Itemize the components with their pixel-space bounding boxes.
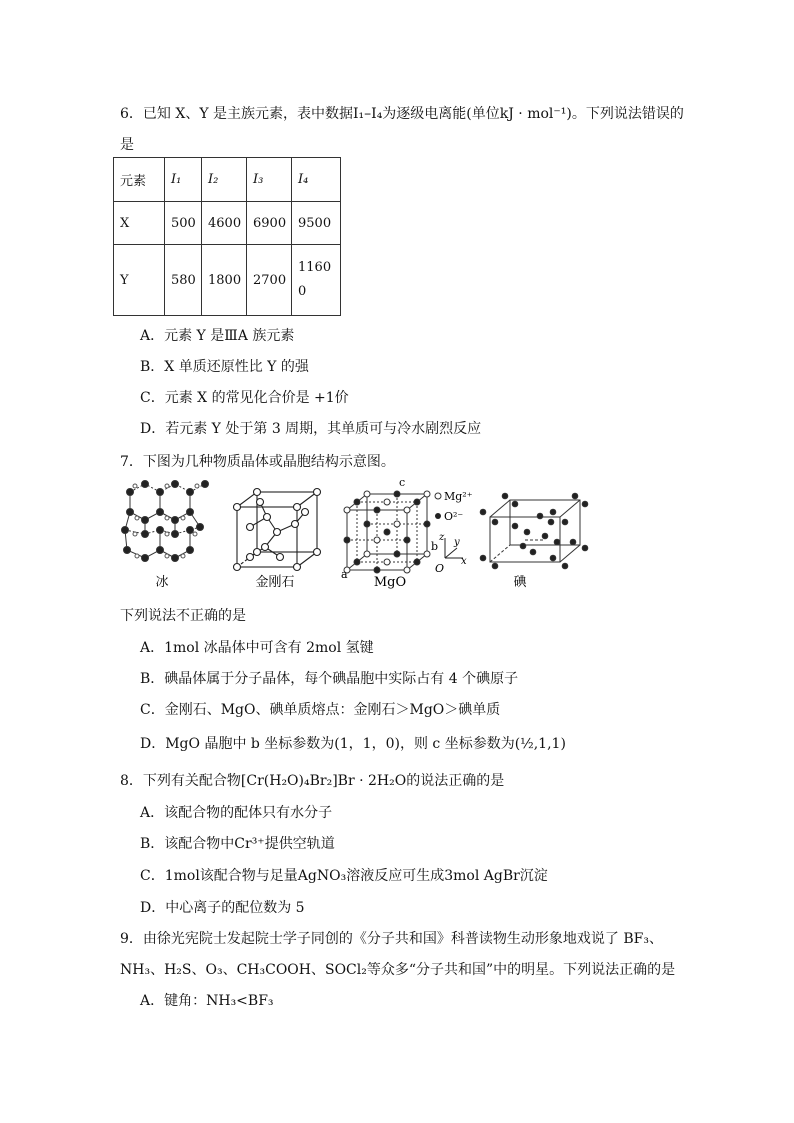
q8-stem: 8．下列有关配合物[Cr(H₂O)₄Br₂]Br · 2H₂O的说法正确的是 (120, 773, 505, 789)
q9-option-a: A．键角：NH₃<BF₃ (140, 993, 274, 1009)
q7-option-d: D．MgO 晶胞中 b 坐标参数为(1，1，0)，则 c 坐标参数为(½,1,1) (140, 736, 566, 752)
legend-mg-label: Mg²⁺ (444, 490, 473, 503)
q6-option-c: C．元素 X 的常见化合价是 +1价 (140, 390, 349, 406)
q6-option-a: A．元素 Y 是ⅢA 族元素 (140, 328, 295, 344)
point-c-label: c (399, 476, 406, 489)
legend-o-label: O²⁻ (444, 510, 464, 523)
q9-stem-line2: NH₃、H₂S、O₃、CH₃COOH、SOCl₂等众多“分子共和国”中的明星。下列说法正确的是 (120, 962, 676, 978)
table-header-cell: I₂ (202, 158, 247, 202)
q7-stem: 7．下图为几种物质晶体或晶胞结构示意图。 (120, 454, 395, 470)
diamond-structure-image (234, 489, 321, 571)
table-cell: 1160 0 (292, 245, 341, 316)
table-cell: 9500 (292, 202, 341, 245)
table-cell: 6900 (247, 202, 292, 245)
table-header-cell: I₁ (165, 158, 202, 202)
table-header-cell: I₄ (292, 158, 341, 202)
point-b-label: b (431, 540, 439, 553)
q7-option-c: C．金刚石、MgO、碘单质熔点：金刚石＞MgO＞碘单质 (140, 702, 501, 718)
axis-z-label: z (439, 532, 445, 543)
table-cell: 4600 (202, 202, 247, 245)
ice-label: 冰 (155, 575, 169, 590)
q8-option-b: B．该配合物中Cr³⁺提供空轨道 (140, 836, 335, 852)
axis-origin-label: O (435, 562, 445, 575)
mgo-label: MgO (373, 575, 407, 590)
table-cell: 500 (165, 202, 202, 245)
q7-sub-stem: 下列说法不正确的是 (120, 608, 246, 624)
axis-x-label: x (461, 556, 467, 567)
ice-structure-image (122, 481, 209, 562)
q6-stem-line2: 是 (120, 137, 134, 153)
q9-stem-line1: 9．由徐光宪院士发起院士学子同创的《分子共和国》科普读物生动形象地戏说了 BF₃、 (120, 931, 663, 947)
table-header-cell: 元素 (114, 158, 165, 202)
q6-option-d: D．若元素 Y 处于第 3 周期，其单质可与冷水剧烈反应 (140, 421, 482, 437)
table-cell: X (114, 202, 165, 245)
q8-option-c: C．1mol该配合物与足量AgNO₃溶液反应可生成3mol AgBr沉淀 (140, 868, 548, 884)
q6-stem-line1: 6．已知 X、Y 是主族元素，表中数据I₁–I₄为逐级电离能(单位kJ · mol⁻¹)。下列说法错误的 (120, 106, 684, 122)
ionization-energy-table (113, 157, 341, 316)
mgo-structure-image (344, 491, 430, 573)
q8-option-a: A．该配合物的配体只有水分子 (140, 805, 333, 821)
table-cell: 1800 (202, 245, 247, 316)
q6-option-b: B．X 单质还原性比 Y 的强 (140, 359, 309, 375)
iodine-structure-image (480, 493, 588, 569)
table-cell: 2700 (247, 245, 292, 316)
legend (435, 490, 473, 523)
iodine-label: 碘 (513, 575, 527, 590)
table-header-cell: I₃ (247, 158, 292, 202)
point-a-label: a (341, 568, 348, 581)
q7-option-a: A．1mol 冰晶体中可含有 2mol 氢键 (140, 640, 374, 656)
table-cell: Y (114, 245, 165, 316)
diamond-label: 金刚石 (255, 575, 295, 590)
q7-option-b: B．碘晶体属于分子晶体，每个碘晶胞中实际占有 4 个碘原子 (140, 671, 519, 687)
axis-y-label: y (454, 537, 460, 548)
q8-option-d: D．中心离子的配位数为 5 (140, 900, 305, 916)
table-cell: 580 (165, 245, 202, 316)
crystal-structures-figure (115, 472, 595, 594)
